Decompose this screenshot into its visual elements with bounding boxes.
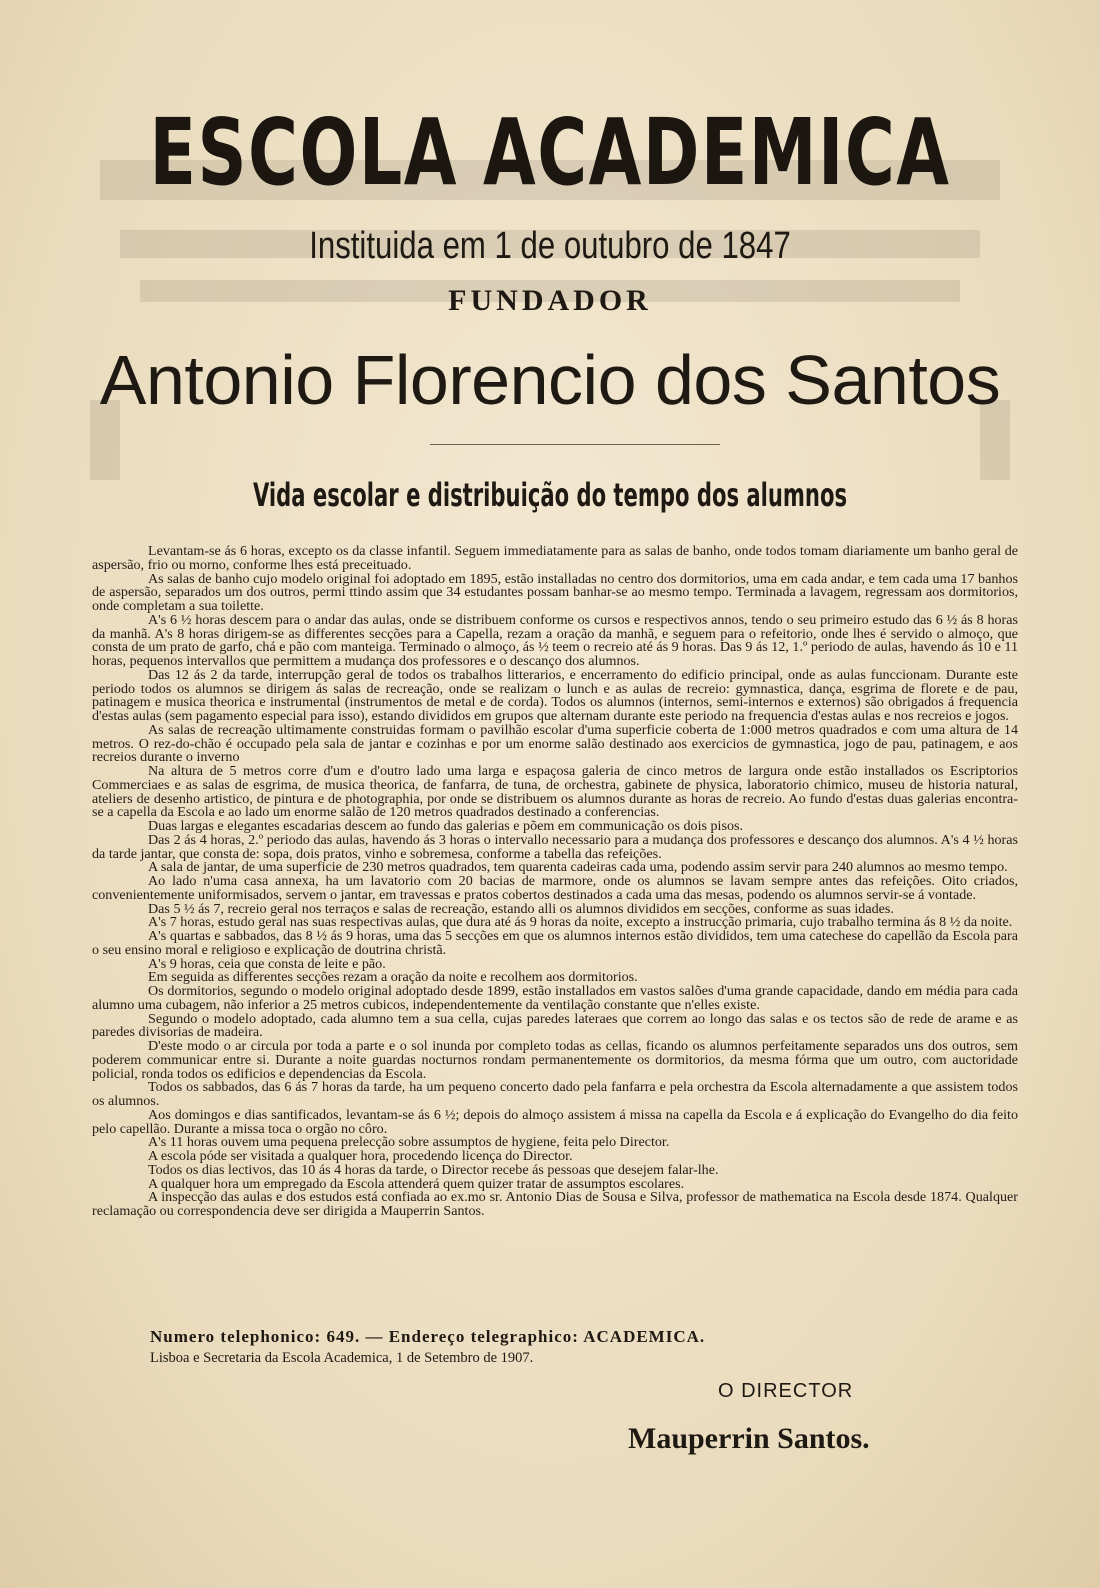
paragraph: Das 5 ½ ás 7, recreio geral nos terraços e salas de recreação, estando alli os alumnos divididos em secções, conforme as suas idades. [148, 900, 894, 917]
paragraph: Aos domingos e dias santificados, levantam-se ás 6 ½; depois do almoço assistem á missa na capella da Escola e á explicação do Evangelho do dia feito pelo capellão. Durante a missa toca o orgão no côro. [92, 1106, 1018, 1137]
paragraph: A's 9 horas, ceia que consta de leite e pão. [148, 955, 386, 972]
section-title: Vida escolar e distribuição do tempo dos alumnos [252, 476, 848, 514]
paragraph: As salas de banho cujo modelo original foi adoptado em 1895, estão installadas no centro dos dormitorios, uma em cada andar, e tem cada uma 17 banhos de aspersão, separados um dos outros, permi ttindo assim que 34 estudantes possam banhar-se ao mesmo tempo. Terminada a lavagem, regressam aos dormitorios, onde completam a sua toilette. [92, 570, 1018, 614]
poster-title: ESCOLA ACADEMICA [149, 99, 951, 206]
paragraph: Segundo o modelo adoptado, cada alumno tem a sua cella, cujas paredes lateraes que correm ao longo das salas e os tectos são de rede de arame e as paredes divisorias de madeira. [92, 1010, 1018, 1041]
paragraph: Todos os sabbados, das 6 ás 7 horas da tarde, ha um pequeno concerto dado pela fanfarra e pela orchestra da Escola alternadamente a que assistem todos os alumnos. [92, 1079, 1018, 1109]
paragraph: Ao lado n'uma casa annexa, ha um lavatorio com 20 bacias de marmore, onde os alumnos se lavam sempre antes das refeições. Oito criados, convenientemente uniformisados, servem o jantar, em travessas e pratos cobertos destinados a cada uma das mesas, podendo os alumnos servir-se á vontade. [92, 873, 1018, 903]
founding-date: Instituida em 1 de outubro de 1847 [309, 225, 791, 267]
director-signature-name: Mauperrin Santos. [628, 1422, 870, 1455]
paragraph: A qualquer hora um empregado da Escola attenderá quem quizer tratar de assumptos escolares. [148, 1175, 685, 1192]
paragraph: A's quartas e sabbados, das 8 ½ ás 9 horas, uma das 5 secções em que os alumnos internos estão divididos, tem uma catechese do capellão da Escola para o seu ensino moral e religioso e explicação de doutrina christã. [92, 928, 1018, 958]
paragraph: A's 7 horas, estudo geral nas suas respectivas aulas, que dura até ás 9 horas da noite, excepto a instrucção primaria, cujo trabalho termina ás 8 ½ da noite. [148, 914, 1013, 931]
divider-rule [430, 444, 720, 445]
contact-line: Numero telephonico: 649. — Endereço telegraphico: ACADEMICA. [150, 1327, 706, 1346]
paragraph: A escola póde ser visitada a qualquer hora, procedendo licença do Director. [148, 1148, 573, 1164]
paragraph: Todos os dias lectivos, das 10 ás 4 horas da tarde, o Director recebe ás pessoas que desejem falar-lhe. [148, 1161, 719, 1178]
paragraph: Levantam-se ás 6 horas, excepto os da classe infantil. Seguem immediatamente para as salas de banho, onde todos tomam diariamente um banho geral de aspersão, frio ou morno, conforme lhes está preceituado. [92, 543, 1018, 573]
paragraph: Das 12 ás 2 da tarde, interrupção geral de todos os trabalhos litterarios, e encerramento do edificio principal, onde as aulas funccionam. Durante este periodo todos os alumnos se dirigem ás salas de recreação, onde se realizam o lunch e as aulas de recreio: gymnastica, dança, esgrima de florete e de pau, patinagem e musica theorica e instrumental (instrumentos de metal e de corda). Todos os alumnos (internos, semi-internos e externos) são obrigados á frequencia d'estas aulas (sem pagamento especial para isso), estando divididos em grupos que alternam durante este periodo na frequencia d'estas aulas e nos recreios e jogos. [92, 666, 1018, 724]
paragraph: A sala de jantar, de uma superficie de 230 metros quadrados, tem quarenta cadeiras cada uma, podendo assim servir para 240 alumnos ao mesmo tempo. [148, 859, 1008, 876]
paragraph: Na altura de 5 metros corre d'um e d'outro lado uma larga e espaçosa galeria de cinco metros de largura onde estão installados os Escriptorios Commerciaes e as salas de esgrima, de musica theorica, de fanfarra, de tuna, de orchestra, gabinete de physica, laboratorio chimico, museu de historia natural, ateliers de desenho artistico, de pintura e de photographia, por onde se distribuem os alumnos durante as horas de recreio. Ao fundo d'estas duas galerias encontra-se a capella da Escola e ao lado um enorme salão de 120 metros quadrados destinado a conferencias. [92, 763, 1018, 821]
director-title: O DIRECTOR [718, 1380, 854, 1402]
fundador-label: FUNDADOR [448, 284, 652, 317]
paragraph: Em seguida as differentes secções rezam a oração da noite e recolhem aos dormitorios. [148, 969, 638, 986]
paragraph: A inspecção das aulas e dos estudos está confiada ao ex.mo sr. Antonio Dias de Sousa e Silva, professor de mathematica na Escola desde 1874. Qualquer reclamação ou correspondencia deve ser dirigida a Mauperrin Santos. [92, 1189, 1018, 1219]
dateline: Lisboa e Secretaria da Escola Academica, 1 de Setembro de 1907. [150, 1350, 534, 1366]
paragraph: Duas largas e elegantes escadarias descem ao fundo das galerias e põem em communicação os dois pisos. [148, 818, 743, 834]
paragraph: A's 11 horas ouvem uma pequena prelecção sobre assumptos de hygiene, feita pelo Director. [148, 1134, 670, 1151]
founder-name: Antonio Florencio dos Santos [99, 341, 1001, 419]
paragraph: D'este modo o ar circula por toda a parte e o sol inunda por completo todas as cellas, ficando os alumnos perfeitamente separados uns dos outros, sem poderem communicar entre si. Durante a noite guardas nocturnos rondam permanentemente os dormitorios, da mesma fórma que um outro, com auctoridade policial, ronda todos os edificios e dependencias da Escola. [92, 1038, 1018, 1082]
paragraph: Das 2 ás 4 horas, 2.º periodo das aulas, havendo ás 3 horas o intervallo necessario para a mudança dos professores e descanço dos alumnos. A's 4 ½ horas da tarde jantar, que consta de: sopa, dois pratos, vinho e sobremesa, conforme a tabella das refeições. [92, 831, 1018, 862]
body-text [92, 545, 1018, 1219]
paragraph: As salas de recreação ultimamente construidas formam o pavilhão escolar d'uma superficie coberta de 1:000 metros quadrados e com uma altura de 14 metros. O rez-do-chão é occupado pela sala de jantar e cozinhas e por um enorme salão destinado aos exercicios de gymnastica, jogo de pau, patinagem, e aos recreios durante o inverno [92, 721, 1018, 766]
paragraph: A's 6 ½ horas descem para o andar das aulas, onde se distribuem conforme os cursos e respectivos annos, tendo o seu primeiro estudo das 6 ½ ás 8 horas da manhã. A's 8 horas dirigem-se as differentes secções para a Capella, rezam a oração da manhã, e seguem para o refeitorio, onde lhes é servido o almoço, que consta de um prato de garfo, chá e pão com manteiga. Terminado o almoço, ás ½ teem o recreio até ás 9 horas. Das 9 ás 12, 1.º periodo de aulas, havendo ás 10 e 11 horas, pequenos intervallos que permittem a mudança dos professores e o descanço dos alumnos. [92, 611, 1018, 669]
paragraph: Os dormitorios, segundo o modelo original adoptado desde 1899, estão installados em vastos salões d'uma grande capacidade, dando em média para cada alumno uma cubagem, não inferior a 25 metros cubicos, independentemente da ventilação constante que n'elles existe. [92, 983, 1018, 1013]
